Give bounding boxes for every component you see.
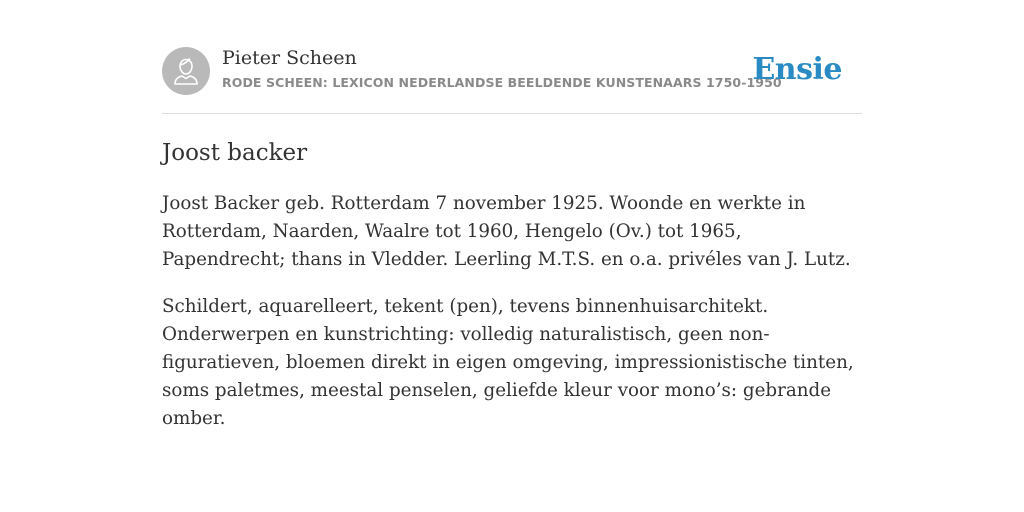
user-silhouette-icon xyxy=(162,47,210,95)
entry-title: Joost backer xyxy=(162,140,308,166)
avatar[interactable] xyxy=(162,47,210,95)
entry-card xyxy=(162,40,862,433)
ensie-logo[interactable]: Ensie xyxy=(752,52,842,87)
author-name[interactable]: Pieter Scheen xyxy=(222,47,357,69)
entry-paragraph-2: Schildert, aquarelleert, tekent (pen), tevens binnenhuisarchitekt. Onderwerpen en kunstrichting: volledig naturalistisch, geen non-figuratieven, bloemen direkt in eigen omgeving, impressionistische tinten, soms paletmes, meestal penselen, geliefde kleur voor mono’s: gebrande omber. xyxy=(162,296,854,429)
entry-paragraph-1: Joost Backer geb. Rotterdam 7 november 1925. Woonde en werkte in Rotterdam, Naarden, Waalre tot 1960, Hengelo (Ov.) tot 1965, Papendrecht; thans in Vledder. Leerling M.T.S. en o.a. privéles van J. Lutz. xyxy=(162,193,851,270)
source-title[interactable]: RODE SCHEEN: LEXICON NEDERLANDSE BEELDENDE KUNSTENAARS 1750-1950 xyxy=(222,75,782,90)
entry-header xyxy=(162,40,862,114)
